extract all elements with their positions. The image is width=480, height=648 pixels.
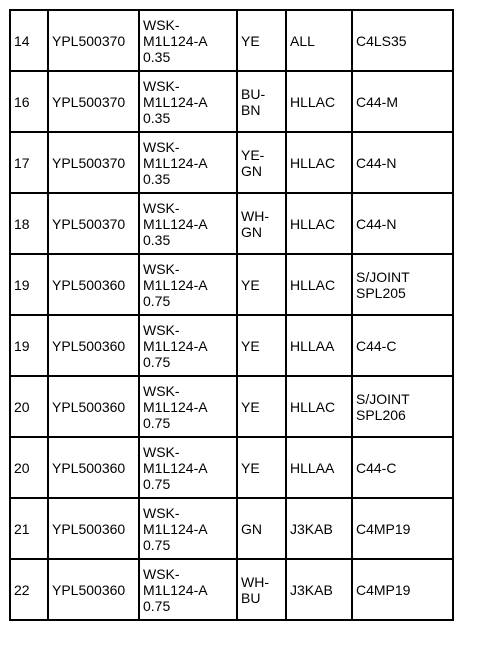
cell-option-code: HLLAC (286, 254, 352, 315)
cell-part-number: YPL500360 (48, 376, 139, 437)
cell-wire-color: GN (237, 498, 286, 559)
cell-wire-color: YE (237, 254, 286, 315)
cell-number: 14 (10, 10, 48, 71)
cell-destination: S/JOINT SPL205 (352, 254, 453, 315)
wiring-table (9, 9, 454, 621)
cell-number: 22 (10, 559, 48, 620)
cell-wire-color: WH- BU (237, 559, 286, 620)
cell-wire-spec: WSK- M1L124-A 0.75 (139, 498, 237, 559)
cell-number: 20 (10, 437, 48, 498)
cell-destination: C44-M (352, 71, 453, 132)
table-row (10, 10, 453, 71)
cell-number: 20 (10, 376, 48, 437)
table-row (10, 315, 453, 376)
table-row (10, 193, 453, 254)
cell-wire-spec: WSK- M1L124-A 0.35 (139, 132, 237, 193)
cell-wire-spec: WSK- M1L124-A 0.75 (139, 315, 237, 376)
cell-part-number: YPL500370 (48, 132, 139, 193)
cell-part-number: YPL500370 (48, 10, 139, 71)
cell-destination: C4MP19 (352, 498, 453, 559)
cell-wire-spec: WSK- M1L124-A 0.75 (139, 254, 237, 315)
cell-part-number: YPL500370 (48, 71, 139, 132)
table-row (10, 559, 453, 620)
table-row (10, 132, 453, 193)
cell-destination: C44-N (352, 132, 453, 193)
document-page (9, 9, 454, 621)
cell-part-number: YPL500360 (48, 437, 139, 498)
cell-destination: C44-N (352, 193, 453, 254)
cell-destination: C4MP19 (352, 559, 453, 620)
cell-number: 21 (10, 498, 48, 559)
cell-wire-spec: WSK- M1L124-A 0.35 (139, 71, 237, 132)
cell-destination: C44-C (352, 437, 453, 498)
table-row (10, 254, 453, 315)
cell-wire-spec: WSK- M1L124-A 0.35 (139, 10, 237, 71)
cell-option-code: ALL (286, 10, 352, 71)
table-row (10, 376, 453, 437)
cell-wire-color: YE (237, 437, 286, 498)
cell-part-number: YPL500360 (48, 315, 139, 376)
cell-destination: C44-C (352, 315, 453, 376)
cell-destination: C4LS35 (352, 10, 453, 71)
cell-number: 17 (10, 132, 48, 193)
cell-option-code: HLLAC (286, 193, 352, 254)
cell-wire-spec: WSK- M1L124-A 0.75 (139, 437, 237, 498)
table-body (10, 10, 453, 620)
cell-wire-color: YE- GN (237, 132, 286, 193)
cell-option-code: HLLAC (286, 376, 352, 437)
cell-wire-color: YE (237, 10, 286, 71)
cell-part-number: YPL500360 (48, 254, 139, 315)
table-row (10, 71, 453, 132)
cell-option-code: HLLAA (286, 437, 352, 498)
cell-option-code: HLLAC (286, 132, 352, 193)
cell-wire-spec: WSK- M1L124-A 0.35 (139, 193, 237, 254)
cell-wire-spec: WSK- M1L124-A 0.75 (139, 559, 237, 620)
cell-number: 19 (10, 254, 48, 315)
cell-number: 18 (10, 193, 48, 254)
table-row (10, 437, 453, 498)
cell-wire-color: WH- GN (237, 193, 286, 254)
cell-number: 19 (10, 315, 48, 376)
cell-part-number: YPL500370 (48, 193, 139, 254)
cell-part-number: YPL500360 (48, 559, 139, 620)
cell-number: 16 (10, 71, 48, 132)
cell-wire-color: YE (237, 376, 286, 437)
table-row (10, 498, 453, 559)
cell-option-code: J3KAB (286, 559, 352, 620)
cell-part-number: YPL500360 (48, 498, 139, 559)
cell-wire-color: BU- BN (237, 71, 286, 132)
cell-wire-color: YE (237, 315, 286, 376)
cell-option-code: HLLAC (286, 71, 352, 132)
cell-wire-spec: WSK- M1L124-A 0.75 (139, 376, 237, 437)
cell-destination: S/JOINT SPL206 (352, 376, 453, 437)
cell-option-code: J3KAB (286, 498, 352, 559)
cell-option-code: HLLAA (286, 315, 352, 376)
